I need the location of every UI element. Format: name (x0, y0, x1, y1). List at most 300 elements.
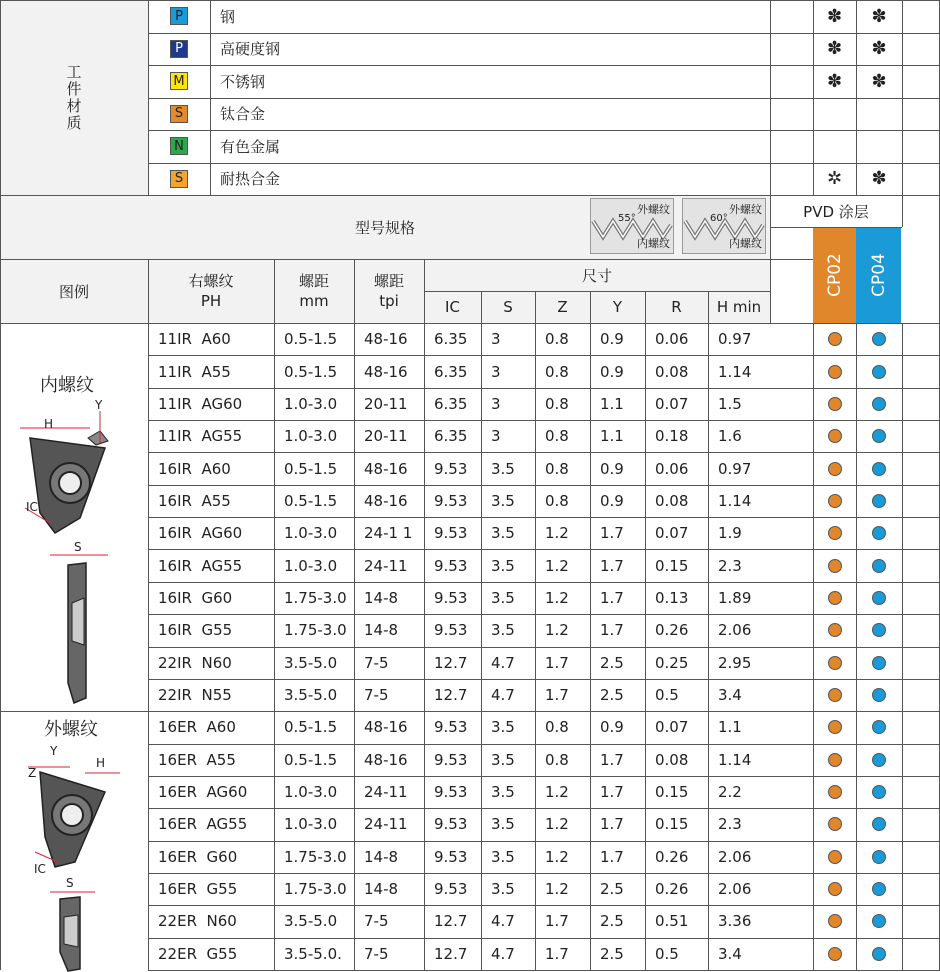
availability-dot-cp04 (856, 776, 902, 808)
cell-s: 3 (491, 394, 501, 413)
material-header (0, 0, 148, 195)
availability-dot-icon (828, 882, 842, 896)
ph-header-line1: 右螺纹 (188, 272, 234, 290)
dim-hmin-header (708, 291, 770, 323)
availability-dot-icon (872, 623, 886, 637)
cell-z: 0.8 (545, 362, 569, 381)
availability-dot-icon (872, 882, 886, 896)
grid-hline (148, 905, 940, 906)
cell-pitch-mm: 1.0-3.0 (284, 783, 338, 802)
cell-r: 0.15 (655, 815, 689, 834)
cell-hmin: 0.97 (718, 459, 752, 478)
cell-hmin: 1.14 (718, 491, 752, 510)
material-code-badge: S (170, 170, 188, 188)
cell-ic: 6.35 (434, 427, 468, 446)
availability-dot-cp04 (856, 420, 902, 452)
cell-hmin: 1.1 (718, 718, 742, 737)
availability-dot-cp02 (813, 841, 856, 873)
availability-dot-icon (872, 720, 886, 734)
grade-cp04-header (856, 227, 901, 323)
cell-s: 4.7 (491, 653, 515, 672)
cell-z: 1.2 (545, 815, 569, 834)
cell-pitch-tpi: 48-16 (364, 362, 408, 381)
cell-pitch-tpi: 48-16 (364, 330, 408, 349)
cell-s: 3 (491, 330, 501, 349)
availability-dot-cp04 (856, 711, 902, 743)
cell-y: 2.5 (600, 686, 624, 705)
availability-dot-icon (872, 753, 886, 767)
availability-dot-cp04 (856, 452, 902, 484)
availability-dot-cp02 (813, 582, 856, 614)
cell-r: 0.08 (655, 750, 689, 769)
cell-ic: 12.7 (434, 944, 468, 963)
legend-header-text: 图例 (58, 282, 89, 301)
cell-s: 3.5 (491, 783, 515, 802)
availability-dot-cp02 (813, 776, 856, 808)
cell-model: 16ER AG55 (158, 815, 248, 834)
availability-dot-cp02 (813, 711, 856, 743)
availability-dot-icon (872, 656, 886, 670)
cell-pitch-tpi: 24-1 1 (364, 524, 413, 543)
availability-dot-icon (828, 462, 842, 476)
material-header-text: 工件材质 (64, 63, 83, 132)
cell-pitch-tpi: 7-5 (364, 944, 389, 963)
thread-icon-55-inner: 内螺纹 (637, 237, 670, 250)
cell-ic: 9.53 (434, 459, 468, 478)
cell-model: 16IR G55 (158, 621, 233, 640)
material-badge-cell (148, 98, 210, 131)
cell-pitch-mm: 0.5-1.5 (284, 362, 338, 381)
coating-header-text: PVD 涂层 (803, 202, 869, 221)
cell-model: 11IR A55 (158, 362, 231, 381)
availability-dot-cp02 (813, 420, 856, 452)
availability-dot-cp04 (856, 647, 902, 679)
cell-pitch-tpi: 24-11 (364, 815, 408, 834)
material-name: 耐热合金 (220, 170, 281, 189)
ph-header-line2: PH (200, 292, 222, 310)
availability-dot-icon (828, 850, 842, 864)
availability-dot-icon (872, 591, 886, 605)
dim-y-header (590, 291, 645, 323)
cell-z: 0.8 (545, 427, 569, 446)
availability-dot-cp04 (856, 549, 902, 581)
grid-vline (481, 291, 482, 970)
availability-dot-cp04 (856, 905, 902, 937)
dim-r-text: R (671, 298, 682, 316)
dim-ic-text: IC (445, 298, 460, 316)
cell-r: 0.5 (655, 944, 679, 963)
cell-r: 0.26 (655, 880, 689, 899)
cell-z: 0.8 (545, 750, 569, 769)
material-code-badge: M (170, 72, 188, 90)
grid-hline (770, 227, 902, 228)
cell-hmin: 2.95 (718, 653, 752, 672)
cell-pitch-tpi: 20-11 (364, 394, 408, 413)
availability-dot-icon (872, 559, 886, 573)
cell-hmin: 3.4 (718, 944, 742, 963)
cell-r: 0.07 (655, 394, 689, 413)
grid-hline (0, 0, 940, 1)
ph-header (148, 259, 274, 323)
cell-y: 0.9 (600, 362, 624, 381)
cell-s: 3.5 (491, 524, 515, 543)
material-cp04-mark (856, 130, 902, 163)
cell-model: 16IR AG60 (158, 524, 243, 543)
grid-hline (148, 582, 940, 583)
material-code-badge: N (170, 137, 188, 155)
cell-s: 3.5 (491, 718, 515, 737)
inner-thread-legend (0, 323, 148, 711)
grid-hline (148, 452, 940, 453)
cell-ic: 9.53 (434, 621, 468, 640)
grid-vline (210, 0, 211, 195)
cell-y: 0.9 (600, 491, 624, 510)
material-cp02-mark: ✽ (826, 5, 843, 27)
grid-hline (148, 938, 940, 939)
grid-hline (148, 355, 940, 356)
grid-hline (148, 776, 940, 777)
cell-pitch-tpi: 7-5 (364, 686, 389, 705)
grid-hline (0, 711, 940, 712)
material-badge-cell (148, 163, 210, 196)
cell-pitch-mm: 3.5-5.0 (284, 686, 338, 705)
cell-ic: 9.53 (434, 783, 468, 802)
cell-model: 16IR AG55 (158, 556, 243, 575)
material-code-badge: S (170, 105, 188, 123)
cell-r: 0.26 (655, 621, 689, 640)
cell-pitch-mm: 3.5-5.0. (284, 944, 342, 963)
availability-dot-icon (872, 947, 886, 961)
availability-dot-cp02 (813, 323, 856, 355)
material-cp02-mark (813, 130, 856, 163)
coating-header (770, 195, 902, 227)
cell-ic: 12.7 (434, 686, 468, 705)
availability-dot-icon (828, 656, 842, 670)
cell-model: 16ER G55 (158, 880, 238, 899)
thread-icon-55-angle: 55° (618, 213, 636, 224)
outer-label-y: Y (50, 744, 58, 758)
availability-dot-cp04 (856, 517, 902, 549)
cell-z: 0.8 (545, 330, 569, 349)
cell-y: 0.9 (600, 330, 624, 349)
thread-icon-60-angle: 60° (710, 213, 728, 224)
cell-pitch-mm: 1.75-3.0 (284, 847, 347, 866)
cell-pitch-mm: 3.5-5.0 (284, 912, 338, 931)
grid-hline (424, 291, 770, 292)
cell-y: 0.9 (600, 459, 624, 478)
grid-vline (813, 0, 814, 195)
availability-dot-icon (872, 785, 886, 799)
grid-hline (148, 549, 940, 550)
material-name: 不锈钢 (220, 72, 266, 91)
dim-hmin-text: H min (716, 298, 762, 316)
inner-insert-drawing-icon (0, 383, 148, 713)
material-badge-cell (148, 130, 210, 163)
cell-ic: 9.53 (434, 556, 468, 575)
material-badge-cell (148, 65, 210, 98)
availability-dot-cp04 (856, 323, 902, 355)
cell-ic: 12.7 (434, 653, 468, 672)
availability-dot-icon (828, 559, 842, 573)
cell-ic: 9.53 (434, 588, 468, 607)
grid-hline (0, 259, 813, 260)
cell-pitch-tpi: 14-8 (364, 621, 399, 640)
cell-pitch-mm: 1.75-3.0 (284, 621, 347, 640)
cell-model: 22ER G55 (158, 944, 238, 963)
cell-z: 1.2 (545, 588, 569, 607)
cell-model: 22ER N60 (158, 912, 237, 931)
grid-hline (148, 744, 940, 745)
cell-ic: 6.35 (434, 362, 468, 381)
availability-dot-cp02 (813, 744, 856, 776)
material-badge-cell (148, 0, 210, 33)
availability-dot-icon (828, 720, 842, 734)
cell-ic: 9.53 (434, 524, 468, 543)
cell-z: 1.2 (545, 783, 569, 802)
grid-vline (645, 291, 646, 970)
cell-r: 0.26 (655, 847, 689, 866)
grid-vline (0, 0, 1, 970)
cell-r: 0.25 (655, 653, 689, 672)
material-cp02-mark (813, 98, 856, 131)
dim-z-text: Z (557, 298, 568, 316)
cell-pitch-tpi: 48-16 (364, 459, 408, 478)
cell-pitch-tpi: 7-5 (364, 912, 389, 931)
cell-model: 11IR AG55 (158, 427, 243, 446)
pitch-mm-header (274, 259, 354, 323)
cell-pitch-tpi: 14-8 (364, 847, 399, 866)
cell-s: 3.5 (491, 588, 515, 607)
availability-dot-cp02 (813, 938, 856, 970)
cell-z: 1.2 (545, 524, 569, 543)
outer-insert-drawing-icon (0, 737, 148, 972)
grid-hline (148, 647, 940, 648)
legend-header (0, 259, 148, 323)
cell-hmin: 3.36 (718, 912, 752, 931)
inner-thread-title: 内螺纹 (40, 375, 94, 396)
cell-hmin: 2.06 (718, 847, 752, 866)
cell-pitch-tpi: 48-16 (364, 718, 408, 737)
cell-ic: 9.53 (434, 750, 468, 769)
cell-r: 0.06 (655, 459, 689, 478)
cell-y: 0.9 (600, 718, 624, 737)
cell-pitch-tpi: 24-11 (364, 783, 408, 802)
grid-hline (148, 130, 940, 131)
grid-vline (590, 291, 591, 970)
pitch-tpi-header (354, 259, 424, 323)
availability-dot-cp04 (856, 938, 902, 970)
cell-hmin: 1.14 (718, 750, 752, 769)
availability-dot-icon (828, 817, 842, 831)
cell-y: 1.7 (600, 847, 624, 866)
availability-dot-icon (872, 688, 886, 702)
material-name: 钛合金 (220, 105, 266, 124)
cell-pitch-mm: 1.0-3.0 (284, 524, 338, 543)
material-name: 有色金属 (220, 137, 281, 156)
cell-s: 3 (491, 427, 501, 446)
availability-dot-cp04 (856, 355, 902, 387)
grid-vline (535, 291, 536, 970)
cell-r: 0.07 (655, 718, 689, 737)
cell-model: 16IR A55 (158, 491, 231, 510)
cell-ic: 12.7 (434, 912, 468, 931)
material-cp02-mark: ✽ (826, 70, 843, 92)
outer-label-h: H (96, 756, 106, 770)
grid-hline (148, 841, 940, 842)
outer-label-s: S (66, 876, 74, 890)
cell-z: 1.2 (545, 556, 569, 575)
cell-hmin: 2.3 (718, 556, 742, 575)
pitch-tpi-line1: 螺距 (373, 272, 404, 290)
availability-dot-icon (828, 494, 842, 508)
availability-dot-cp02 (813, 355, 856, 387)
material-name: 高硬度钢 (220, 40, 281, 59)
inner-label-h: H (44, 417, 54, 431)
cell-y: 2.5 (600, 653, 624, 672)
grade-cp04-label: CP04 (868, 253, 889, 297)
cell-y: 1.7 (600, 524, 624, 543)
cell-z: 1.2 (545, 621, 569, 640)
cell-z: 0.8 (545, 459, 569, 478)
grid-hline (148, 485, 940, 486)
cell-y: 2.5 (600, 944, 624, 963)
cell-pitch-mm: 0.5-1.5 (284, 459, 338, 478)
cell-hmin: 2.2 (718, 783, 742, 802)
cell-y: 1.7 (600, 588, 624, 607)
grid-hline (148, 679, 940, 680)
cell-r: 0.18 (655, 427, 689, 446)
cell-hmin: 2.3 (718, 815, 742, 834)
cell-r: 0.07 (655, 524, 689, 543)
cell-z: 1.7 (545, 944, 569, 963)
cell-pitch-tpi: 14-8 (364, 588, 399, 607)
cell-model: 22IR N55 (158, 686, 232, 705)
cell-r: 0.06 (655, 330, 689, 349)
availability-dot-cp02 (813, 517, 856, 549)
availability-dot-cp04 (856, 841, 902, 873)
cell-y: 1.1 (600, 427, 624, 446)
cell-s: 3.5 (491, 556, 515, 575)
cell-z: 0.8 (545, 394, 569, 413)
grid-vline (770, 0, 771, 323)
availability-dot-icon (828, 914, 842, 928)
outer-thread-title: 外螺纹 (44, 719, 98, 740)
availability-dot-icon (872, 365, 886, 379)
cell-hmin: 2.06 (718, 880, 752, 899)
cell-y: 1.1 (600, 394, 624, 413)
cell-model: 11IR AG60 (158, 394, 243, 413)
cell-y: 1.7 (600, 815, 624, 834)
dim-ic-header (424, 291, 481, 323)
material-cp04-mark (856, 98, 902, 131)
availability-dot-icon (872, 332, 886, 346)
cell-ic: 9.53 (434, 491, 468, 510)
availability-dot-cp04 (856, 485, 902, 517)
cell-z: 1.2 (545, 880, 569, 899)
availability-dot-cp02 (813, 549, 856, 581)
cell-ic: 6.35 (434, 330, 468, 349)
availability-dot-cp04 (856, 614, 902, 646)
cell-model: 16IR G60 (158, 588, 233, 607)
cell-s: 3.5 (491, 621, 515, 640)
cell-pitch-tpi: 20-11 (364, 427, 408, 446)
grid-hline (148, 873, 940, 874)
inner-label-y: Y (95, 398, 103, 412)
thread-icon-60-inner: 内螺纹 (729, 237, 762, 250)
availability-dot-icon (872, 429, 886, 443)
dim-y-text: Y (612, 298, 623, 316)
cell-pitch-mm: 1.0-3.0 (284, 815, 338, 834)
cell-z: 1.2 (545, 847, 569, 866)
cell-pitch-tpi: 24-11 (364, 556, 408, 575)
availability-dot-cp02 (813, 614, 856, 646)
grid-hline (148, 614, 940, 615)
grid-hline (0, 195, 940, 196)
cell-ic: 6.35 (434, 394, 468, 413)
cell-hmin: 1.5 (718, 394, 742, 413)
cell-s: 3.5 (491, 459, 515, 478)
cell-pitch-mm: 0.5-1.5 (284, 718, 338, 737)
dim-s-text: S (503, 298, 513, 316)
grid-hline (148, 970, 940, 971)
availability-dot-cp02 (813, 808, 856, 840)
cell-y: 1.7 (600, 621, 624, 640)
cell-z: 0.8 (545, 718, 569, 737)
thread-icon-55 (590, 198, 674, 254)
outer-thread-legend (0, 711, 148, 970)
size-header-text: 尺寸 (581, 266, 612, 285)
cell-z: 1.7 (545, 653, 569, 672)
availability-dot-cp02 (813, 873, 856, 905)
cell-s: 3.5 (491, 815, 515, 834)
cell-pitch-tpi: 7-5 (364, 653, 389, 672)
cell-pitch-mm: 0.5-1.5 (284, 750, 338, 769)
cell-r: 0.08 (655, 491, 689, 510)
cell-model: 16ER A55 (158, 750, 236, 769)
grid-vline (148, 0, 149, 195)
availability-dot-icon (872, 462, 886, 476)
material-cp02-mark: ✽ (826, 38, 843, 60)
cell-hmin: 1.89 (718, 588, 752, 607)
material-code-badge: P (170, 7, 188, 25)
grid-hline (148, 808, 940, 809)
availability-dot-cp04 (856, 744, 902, 776)
availability-dot-cp02 (813, 388, 856, 420)
thread-icon-55-outer: 外螺纹 (637, 203, 670, 216)
cell-model: 16IR A60 (158, 459, 231, 478)
grid-vline (708, 291, 709, 970)
grid-hline (148, 517, 940, 518)
cell-r: 0.5 (655, 686, 679, 705)
availability-dot-cp02 (813, 905, 856, 937)
grid-hline (148, 388, 940, 389)
cell-y: 1.7 (600, 783, 624, 802)
availability-dot-icon (828, 753, 842, 767)
grid-vline (856, 0, 857, 195)
cell-r: 0.08 (655, 362, 689, 381)
cell-hmin: 2.06 (718, 621, 752, 640)
cell-s: 4.7 (491, 944, 515, 963)
material-code-badge: P (170, 40, 188, 58)
dim-s-header (481, 291, 535, 323)
size-header (424, 259, 770, 291)
cell-y: 1.7 (600, 750, 624, 769)
dim-r-header (645, 291, 708, 323)
cell-model: 11IR A60 (158, 330, 231, 349)
pitch-mm-line2: mm (299, 292, 329, 310)
material-cp04-mark: ✽ (871, 38, 887, 60)
cell-hmin: 1.9 (718, 524, 742, 543)
